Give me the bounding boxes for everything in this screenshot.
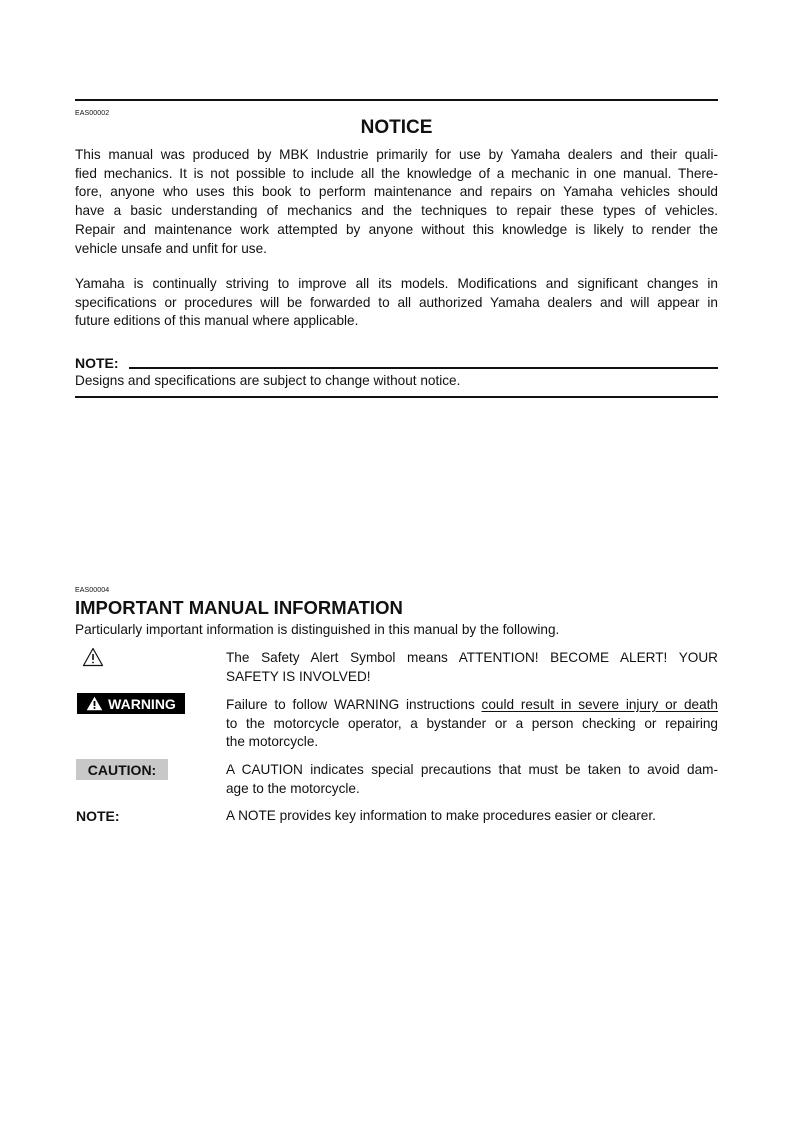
text-line: specifications or procedures will be forwarded to all authorized Yamaha dealers and will appear in [75, 294, 718, 310]
text-line: age to the motorcycle. [226, 780, 360, 796]
notice-paragraph-2 [75, 275, 718, 331]
text-line: fied mechanics. It is not possible to include all the knowledge of a mechanic in one manual. There- [75, 165, 718, 181]
important-title: IMPORTANT MANUAL INFORMATION [75, 597, 403, 618]
text-line: This manual was produced by MBK Industrie primarily for use by Yamaha dealers and their quali- [75, 147, 718, 162]
text-line: Yamaha is continually striving to improve all its models. Modifications and significant changes in [75, 276, 718, 291]
top-rule [75, 99, 718, 101]
safety-alert-icon [82, 647, 104, 667]
text-line: fore, anyone who uses this book to perform maintenance and repairs on Yamaha vehicles should [75, 184, 718, 200]
section-code: EAS00002 [75, 110, 110, 117]
text-line: A CAUTION indicates special precautions that must be taken to avoid dam- [226, 762, 718, 777]
note-bottom-rule [75, 396, 718, 398]
safety-alert-description [226, 649, 718, 686]
warning-description [226, 696, 718, 752]
warning-text-start: Failure to follow WARNING instructions [226, 697, 482, 712]
text-line: vehicle unsafe and unfit for use. [75, 240, 267, 256]
notice-paragraph-1 [75, 146, 718, 258]
text-line: SAFETY IS INVOLVED! [226, 668, 371, 684]
caution-label: CAUTION: [87, 761, 157, 778]
warning-triangle-icon [86, 696, 103, 711]
caution-badge [76, 759, 168, 780]
text-line: to the motorcycle operator, a bystander or a person checking or repairing [226, 715, 718, 731]
text-line: have a basic understanding of mechanics and the techniques to repair these types of vehicles. [75, 203, 718, 219]
section-code: EAS00004 [75, 587, 110, 594]
note-definition-text [226, 807, 718, 826]
caution-description [226, 761, 718, 798]
text-line: A NOTE provides key information to make procedures easier or clearer. [226, 808, 656, 823]
text-line: The Safety Alert Symbol means ATTENTION! BECOME ALERT! YOUR [226, 650, 718, 665]
text-line: future editions of this manual where applicable. [75, 313, 359, 329]
note-text: Designs and specifications are subject to change without notice. [75, 373, 461, 388]
warning-label: WARNING [108, 695, 176, 712]
note-definition-label: NOTE: [76, 808, 120, 824]
warning-underlined-text: could result in severe injury or death [481, 697, 718, 712]
important-intro: Particularly important information is distinguished in this manual by the following. [75, 622, 560, 637]
text-line: the motorcycle. [226, 734, 319, 750]
note-label: NOTE: [75, 355, 119, 371]
note-rule [129, 367, 718, 369]
text-line: Repair and maintenance work attempted by anyone without this knowledge is likely to render the [75, 221, 718, 237]
text-line [226, 696, 718, 715]
warning-badge [77, 693, 185, 714]
notice-title: NOTICE [360, 117, 433, 138]
